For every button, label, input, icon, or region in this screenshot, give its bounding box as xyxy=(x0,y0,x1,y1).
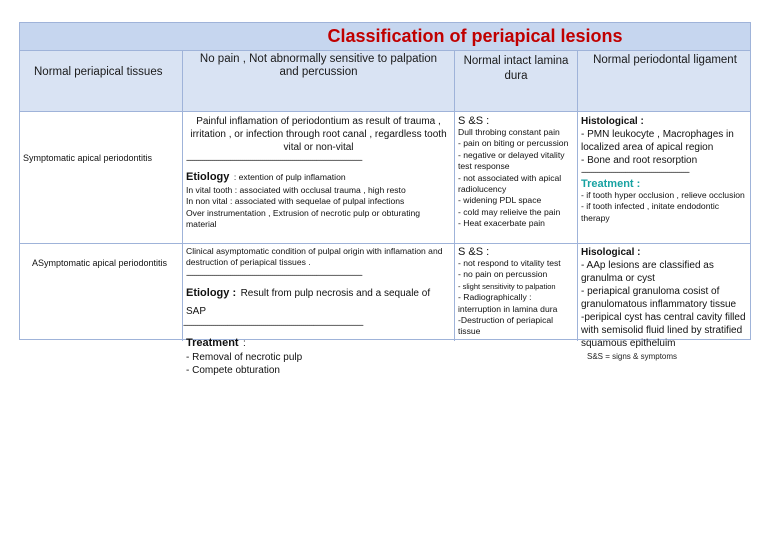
treatment-line: - if tooth hyper occlusion , relieve occlusion xyxy=(581,190,745,200)
asymptomatic-histo-cell xyxy=(578,244,752,349)
histological-label: Histological : xyxy=(581,116,644,127)
histo-line: - Bone and root resorption xyxy=(581,155,698,166)
ss-line: - Heat exacerbate pain xyxy=(458,218,545,229)
symptomatic-definition-cell xyxy=(183,112,455,243)
ss-label: S &S : xyxy=(458,115,490,127)
divider: ---------------------------------------------------------------------------------------- xyxy=(186,155,362,165)
treatment-line: - Compete obturation xyxy=(186,364,280,376)
header-no-pain: No pain , Not abnormally sensitive to palpation and percussion xyxy=(183,51,455,111)
ss-label: S &S : xyxy=(458,246,490,258)
page-title: Classification of periapical lesions xyxy=(327,26,623,46)
etiology-text: Result from pulp necrosis and a sequale of SAP xyxy=(186,287,431,317)
ss-line: - Radiographically : interruption in lamina dura xyxy=(458,292,558,314)
asymptomatic-definition-cell xyxy=(183,244,455,376)
asymptomatic-description: Clinical asymptomatic condition of pulpal origin with inflamation and destruction of periapical tissues . xyxy=(186,246,443,268)
ss-line: - widening PDL space xyxy=(458,195,542,206)
ss-line: - cold may relieive the pain xyxy=(458,206,561,217)
ss-line: - pain on biting or percussion xyxy=(458,138,569,149)
asymptomatic-label: ASymptomatic apical periodontitis xyxy=(32,258,168,268)
ss-line: Dull throbing constant pain xyxy=(458,127,560,137)
ss-line: - negative or delayed vitality test response xyxy=(458,149,565,172)
histological-label: Hisological : xyxy=(581,247,641,258)
header-normal-periapical: Normal periapical tissues xyxy=(20,51,183,111)
header-row xyxy=(20,51,750,112)
ss-line: - slight sensitivity to palpation xyxy=(458,281,556,291)
header-lamina-dura: Normal intact lamina dura xyxy=(455,51,578,111)
asymptomatic-label-cell xyxy=(20,244,183,341)
header-periodontal-ligament: Normal periodontal ligament xyxy=(593,54,737,66)
treatment-line: - if tooth infected , initate endodontic therapy xyxy=(581,201,720,223)
histo-line: - AAp lesions are classified as granulma or cyst xyxy=(581,260,714,284)
asymptomatic-ss-cell xyxy=(455,244,578,341)
divider: ------------------------------------------------------ xyxy=(581,167,689,177)
etiology-line: Over instrumentation , Extrusion of necrotic pulp or obturating material xyxy=(186,207,421,230)
symptomatic-histo-cell xyxy=(578,112,752,243)
ss-line: -Destruction of periapical tissue xyxy=(458,315,554,337)
symptomatic-description: Painful inflamation of periodontium as result of trauma , irritation , or infection through root canal , regardless tooth vital or non-vital xyxy=(190,116,447,153)
symptomatic-ss-cell xyxy=(455,112,578,243)
etiology-label: Etiology xyxy=(186,171,230,183)
symptomatic-label: Symptomatic apical periodontitis xyxy=(23,153,153,163)
abbreviation-note: S&S = signs & symptoms xyxy=(587,352,678,361)
ss-line: - not associated with apical radiolucency xyxy=(458,172,562,195)
ss-line: - no pain on percussion xyxy=(458,269,548,280)
etiology-label: Etiology : xyxy=(186,286,237,299)
treatment-label: Treatment : xyxy=(581,178,641,190)
etiology-line: In vital tooth : associated with occlusal trauma , high resto xyxy=(186,185,406,195)
etiology-line: In non vital : associated with sequelae of pulpal infections xyxy=(186,196,405,207)
treatment-colon: : xyxy=(243,337,246,349)
histo-line: - PMN leukocyte , Macrophages in localized area of apical region xyxy=(581,129,734,153)
treatment-label: Treatment xyxy=(186,336,239,349)
row-symptomatic xyxy=(20,112,750,244)
histo-line: - periapical granuloma cosist of granulomatous inflammatory tissue xyxy=(581,286,737,310)
etiology-text: : extention of pulp inflamation xyxy=(233,172,346,182)
divider: ------------------------------------------------------------------------------------------ xyxy=(183,319,363,330)
title-row xyxy=(20,23,750,51)
treatment-line: - Removal of necrotic pulp xyxy=(186,351,303,363)
divider: ---------------------------------------------------------------------------------------- xyxy=(186,269,362,280)
ss-line: - not respond to vitality test xyxy=(458,258,561,268)
symptomatic-label-cell xyxy=(20,112,183,243)
histo-line: -peripical cyst has central cavity filled with semisolid fluid lined by stratified squamous epitheluim xyxy=(581,312,746,349)
